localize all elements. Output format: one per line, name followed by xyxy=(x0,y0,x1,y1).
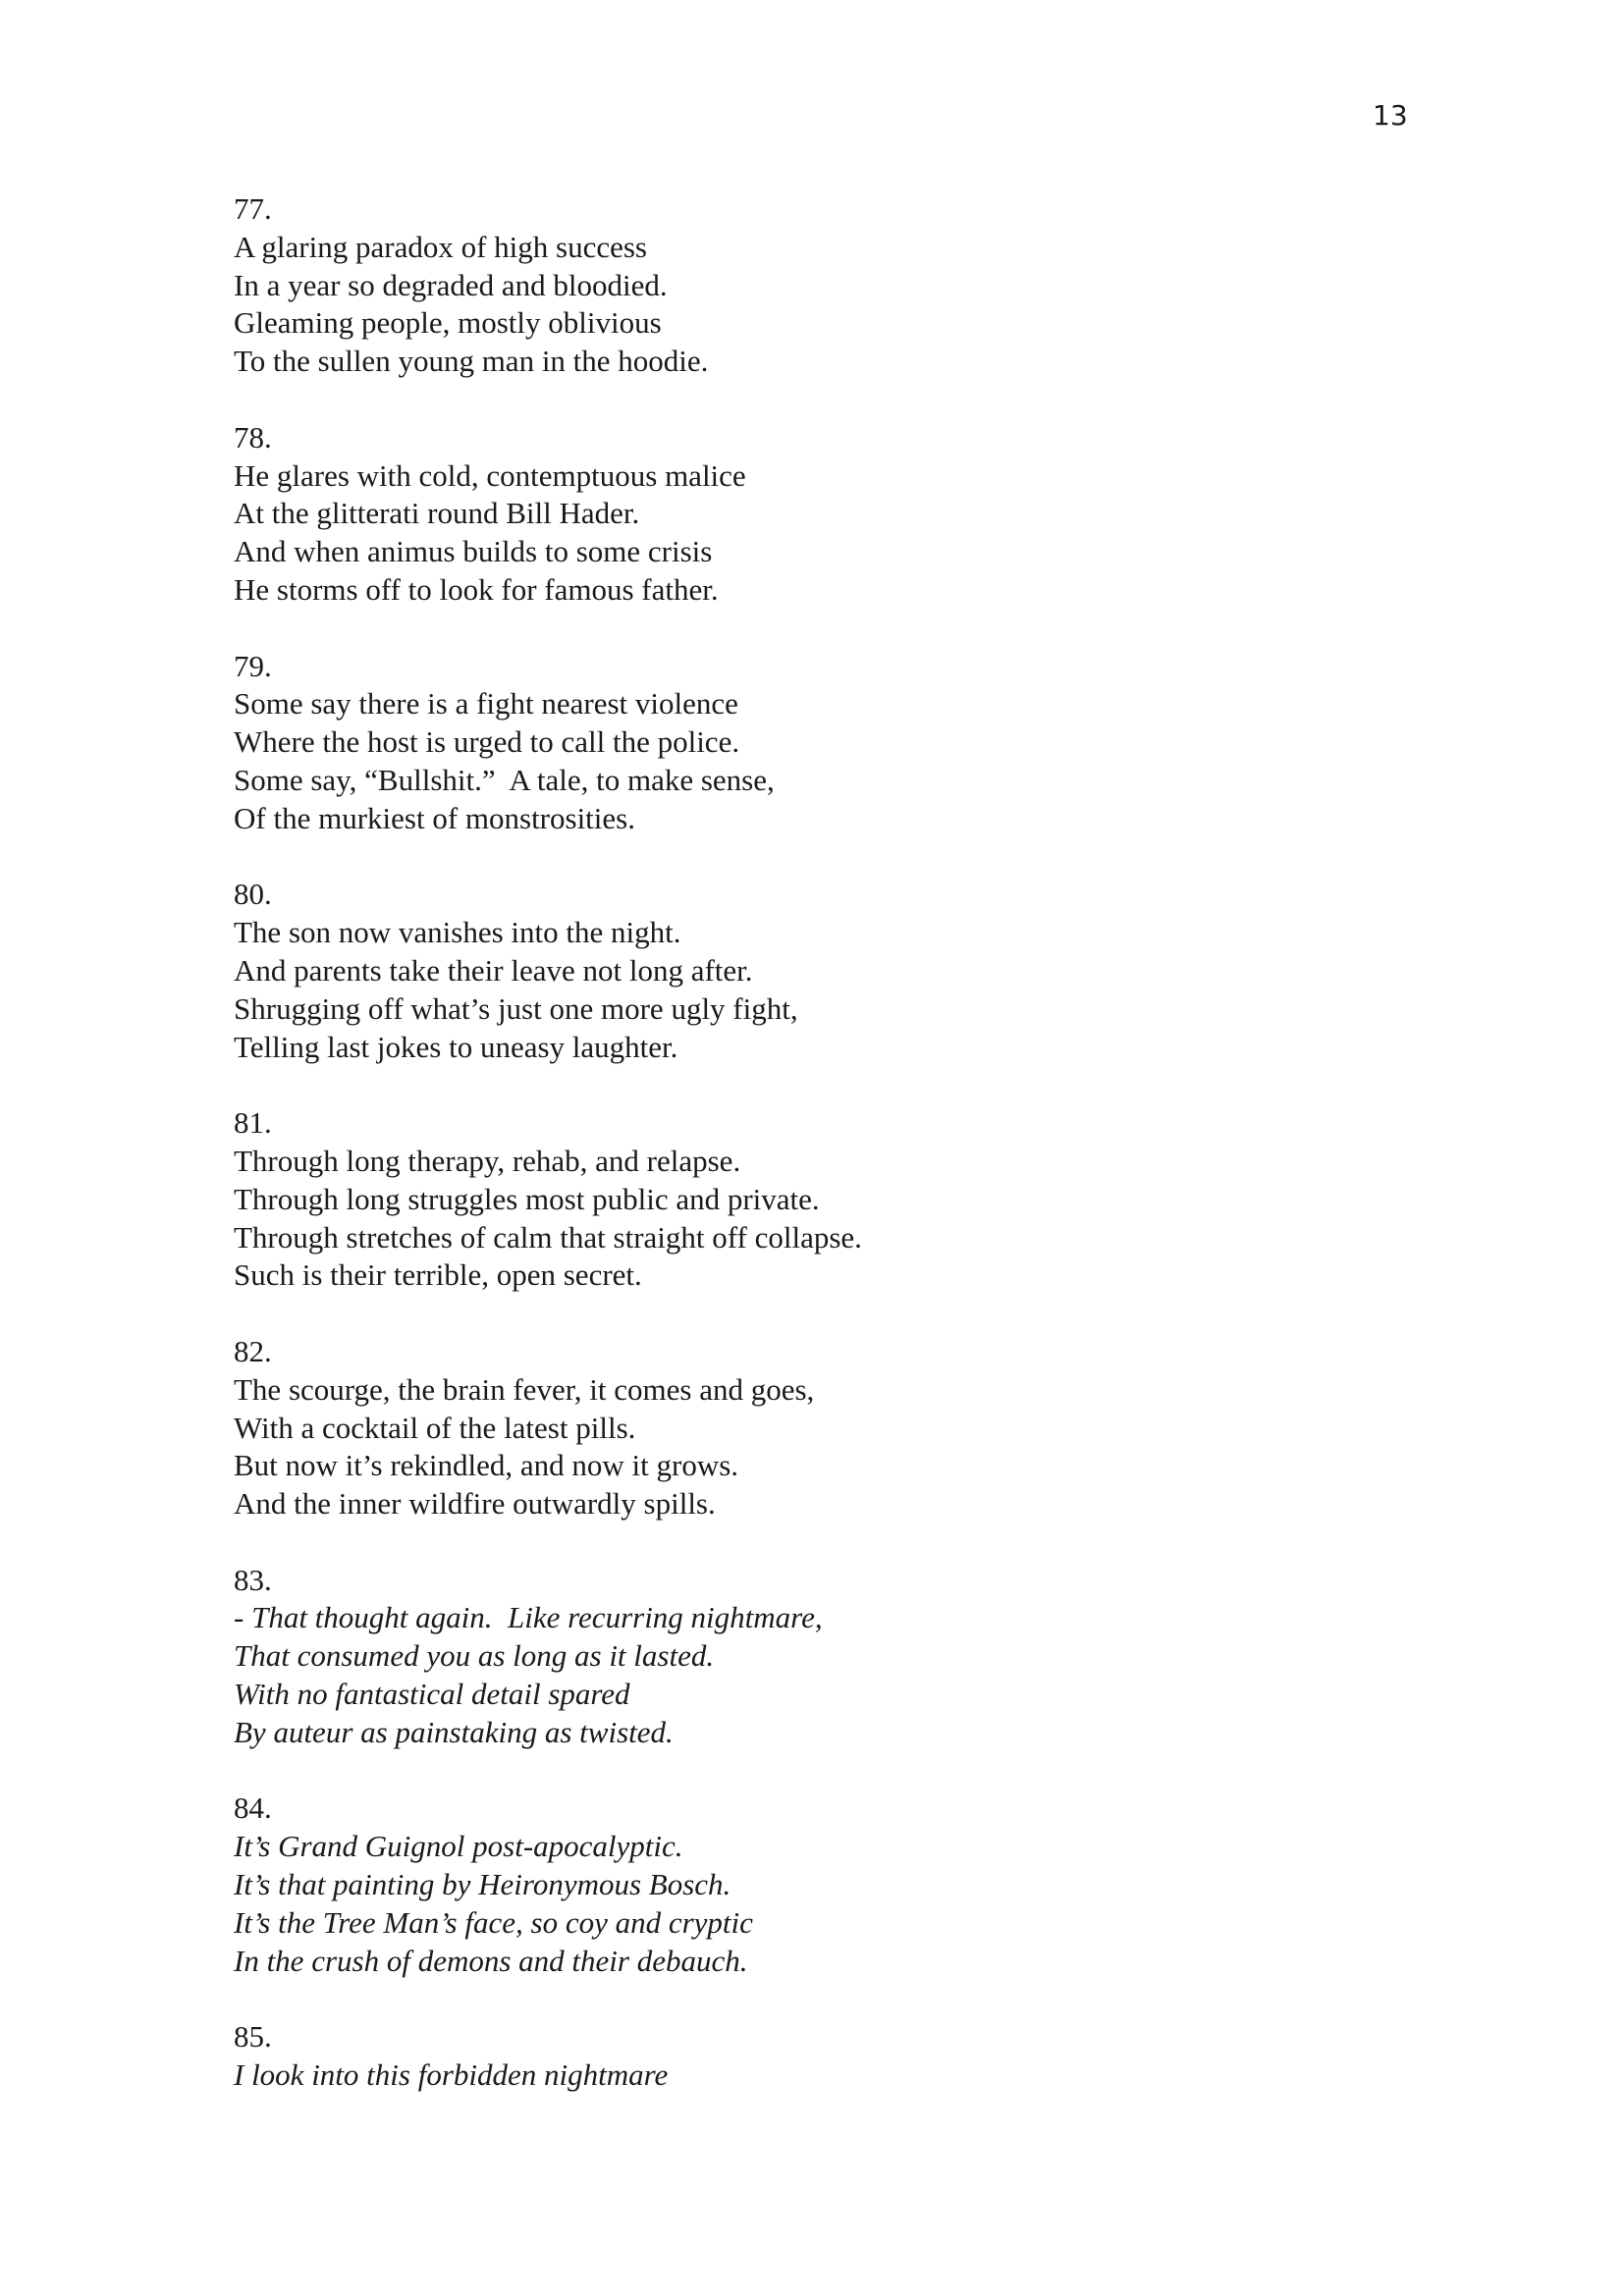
poem-line: It’s the Tree Man’s face, so coy and cryptic xyxy=(234,1904,753,1940)
stanza-number: 84. xyxy=(234,1790,272,1826)
stanza-number: 79. xyxy=(234,648,272,683)
poem-line: But now it’s rekindled, and now it grows. xyxy=(234,1448,739,1483)
poem-line: And when animus builds to some crisis xyxy=(234,534,713,569)
poem-line: Of the murkiest of monstrosities. xyxy=(234,800,635,835)
poem-line: With no fantastical detail spared xyxy=(234,1677,630,1712)
poem-line: Where the host is urged to call the police. xyxy=(234,724,740,760)
stanza-number: 83. xyxy=(234,1562,272,1597)
stanza-number: 77. xyxy=(234,191,272,226)
poem-line: In the crush of demons and their debauch. xyxy=(234,1943,748,1978)
stanza-82 xyxy=(234,1333,1412,1523)
poem-line: Shrugging off what’s just one more ugly fight, xyxy=(234,990,798,1026)
poem-line: At the glitterati round Bill Hader. xyxy=(234,496,640,531)
poem-line: A glaring paradox of high success xyxy=(234,229,647,264)
stanza-number: 81. xyxy=(234,1105,272,1141)
poem-line: Through long therapy, rehab, and relapse. xyxy=(234,1143,741,1178)
poem-line: The scourge, the brain fever, it comes and goes, xyxy=(234,1371,815,1407)
poem-line: Gleaming people, mostly oblivious xyxy=(234,305,662,341)
stanza-85 xyxy=(234,2018,1412,2095)
poem-line: He glares with cold, contemptuous malice xyxy=(234,457,746,493)
poem-line: Through long struggles most public and private. xyxy=(234,1181,820,1216)
stanza-number: 85. xyxy=(234,2019,272,2055)
stanza-84 xyxy=(234,1789,1412,1980)
poem-line: That consumed you as long as it lasted. xyxy=(234,1638,715,1674)
poem-line: And parents take their leave not long after. xyxy=(234,952,753,988)
stanza-80 xyxy=(234,876,1412,1066)
stanza-number: 80. xyxy=(234,877,272,912)
poem-line: Some say there is a fight nearest violence xyxy=(234,686,738,721)
stanza-number: 78. xyxy=(234,419,272,454)
poem-line: I look into this forbidden nightmare xyxy=(234,2057,669,2093)
poem-line: Through stretches of calm that straight off collapse. xyxy=(234,1219,862,1255)
poem-line: It’s Grand Guignol post-apocalyptic. xyxy=(234,1829,683,1864)
poem-line: With a cocktail of the latest pills. xyxy=(234,1410,636,1445)
poem-body xyxy=(234,190,1412,2133)
stanza-77 xyxy=(234,190,1412,381)
poem-line: It’s that painting by Heironymous Bosch. xyxy=(234,1867,731,1902)
poem-line: - That thought again. Like recurring nightmare, xyxy=(234,1600,823,1635)
stanza-81 xyxy=(234,1104,1412,1295)
stanza-83 xyxy=(234,1562,1412,1752)
poem-line: Some say, “Bullshit.” A tale, to make sense, xyxy=(234,762,775,797)
poem-line: He storms off to look for famous father. xyxy=(234,571,719,607)
poem-line: And the inner wildfire outwardly spills. xyxy=(234,1486,716,1522)
stanza-78 xyxy=(234,419,1412,610)
poem-line: To the sullen young man in the hoodie. xyxy=(234,344,709,379)
poem-line: Such is their terrible, open secret. xyxy=(234,1257,642,1293)
poem-line: In a year so degraded and bloodied. xyxy=(234,267,668,302)
page-number: 13 xyxy=(1373,99,1408,132)
stanza-number: 82. xyxy=(234,1333,272,1368)
poem-line: The son now vanishes into the night. xyxy=(234,915,681,950)
poem-line: Telling last jokes to uneasy laughter. xyxy=(234,1029,678,1064)
poem-line: By auteur as painstaking as twisted. xyxy=(234,1714,674,1749)
stanza-79 xyxy=(234,648,1412,838)
